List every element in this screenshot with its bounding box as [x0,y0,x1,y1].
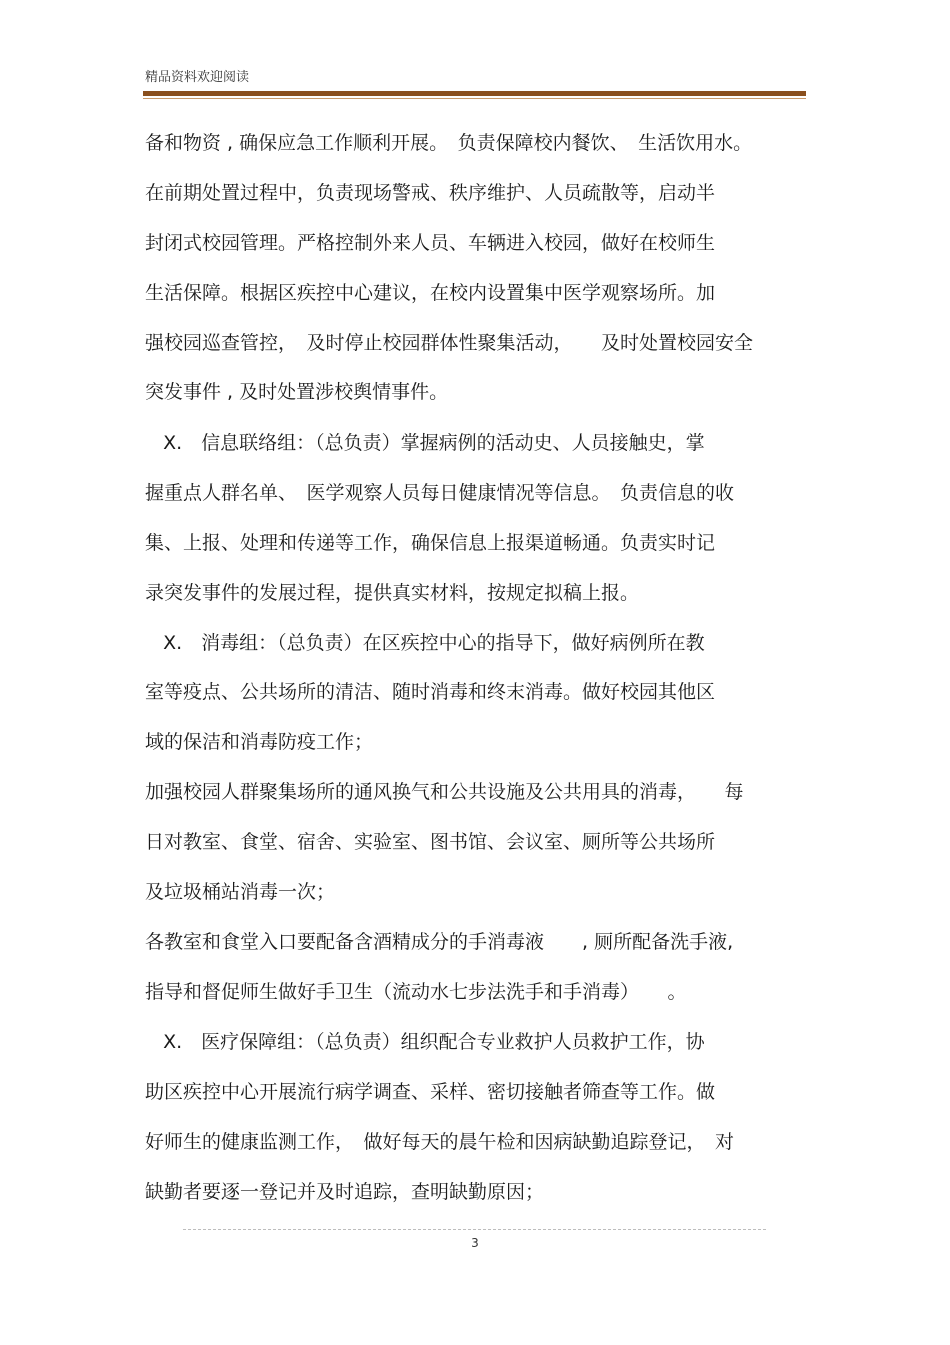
body-line: 握重点人群名单、 医学观察人员每日健康情况等信息。 负责信息的收 [145,482,735,504]
body-line: 加强校园人群聚集场所的通风换气和公共设施及公共用具的消毒， 每 [145,781,744,803]
body-line: 备和物资 , 确保应急工作顺利开展。 负责保障校内餐饮、 生活饮用水。 [145,132,753,154]
body-line: X. 信息联络组：（总负责）掌握病例的活动史、人员接触史，掌 [145,432,705,454]
body-line: 生活保障。根据区疾控中心建议，在校内设置集中医学观察场所。加 [145,282,716,304]
body-line: 强校园巡查管控， 及时停止校园群体性聚集活动， 及时处置校园安全 [145,332,754,354]
body-line: 好师生的健康监测工作， 做好每天的晨午检和因病缺勤追踪登记， 对 [145,1131,735,1153]
body-line: 室等疫点、公共场所的清洁、随时消毒和终末消毒。做好校园其他区 [145,681,716,703]
body-line: 集、上报、处理和传递等工作，确保信息上报渠道畅通。负责实时记 [145,532,716,554]
body-line: 日对教室、食堂、宿舍、实验室、图书馆、会议室、厕所等公共场所 [145,831,716,853]
body-line: 在前期处置过程中，负责现场警戒、秩序维护、人员疏散等，启动半 [145,182,716,204]
body-line: 录突发事件的发展过程，提供真实材料，按规定拟稿上报。 [145,582,640,604]
body-line: 助区疾控中心开展流行病学调查、采样、密切接触者筛查等工作。做 [145,1081,716,1103]
header-rule-thick [143,91,806,96]
body-line: X. 消毒组：（总负责）在区疾控中心的指导下，做好病例所在教 [145,632,705,654]
body-line: 各教室和食堂入口要配备含酒精成分的手消毒液 , 厕所配备洗手液, [145,931,734,953]
body-line: 缺勤者要逐一登记并及时追踪，查明缺勤原因； [145,1181,545,1203]
page-number: 3 [471,1236,479,1250]
body-line: 及垃圾桶站消毒一次； [145,881,336,903]
body-line: 突发事件 , 及时处置涉校舆情事件。 [145,381,449,403]
body-line: 域的保洁和消毒防疫工作； [145,731,374,753]
footer-rule [183,1229,766,1230]
body-line: 指导和督促师生做好手卫生（流动水七步法洗手和手消毒） 。 [145,981,687,1003]
body-line: X. 医疗保障组：（总负责）组织配合专业救护人员救护工作，协 [145,1031,705,1053]
header-text: 精品资料欢迎阅读 [145,70,250,85]
header-rule-thin [143,98,806,99]
body-line: 封闭式校园管理。严格控制外来人员、车辆进入校园，做好在校师生 [145,232,716,254]
